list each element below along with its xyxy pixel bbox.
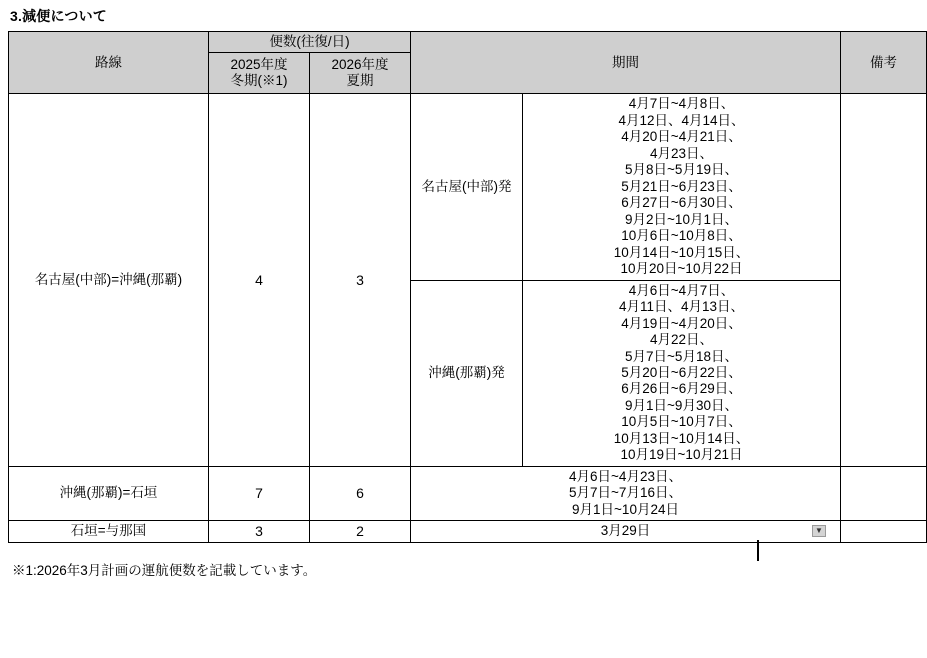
table-row (9, 521, 927, 543)
date-line: 5月21日~6月23日、 (621, 178, 742, 194)
text-caret (757, 540, 759, 561)
date-line: 10月14日~10月15日、 (613, 244, 750, 260)
row-flights-2025-nagoya-okinawa: 4 (209, 94, 310, 466)
header-flights-2026 (310, 53, 411, 94)
row-route-ishigaki-yonaguni: 石垣=与那国 (9, 521, 209, 543)
date-line: 10月19日~10月21日 (620, 447, 743, 463)
period-dates-okinawa-ishigaki (411, 466, 841, 520)
row-flights-2025-okinawa-ishigaki: 7 (209, 466, 310, 520)
date-line: 10月5日~10月7日、 (621, 414, 742, 430)
row-route-okinawa-ishigaki: 沖縄(那覇)=石垣 (9, 466, 209, 520)
chevron-down-icon[interactable]: ▼ (812, 525, 826, 537)
period-dates-ishigaki-yonaguni (411, 521, 841, 543)
reduction-schedule-table (8, 31, 927, 543)
direction-label-okinawa-departure: 沖縄(那覇)発 (411, 280, 523, 466)
header-flights-2026-line2: 夏期 (346, 73, 374, 89)
date-line: 4月23日、 (649, 145, 714, 161)
date-line: 4月7日~4月8日、 (628, 96, 735, 112)
date-line: 3月29日 (600, 523, 651, 539)
header-flights-2025-line1: 2025年度 (230, 57, 288, 72)
footnote: ※1:2026年3月計画の運航便数を記載しています。 (12, 563, 317, 579)
date-line: 5月8日~5月19日、 (625, 162, 738, 178)
section-title: 3.減便について (10, 8, 107, 24)
date-line: 10月13日~10月14日、 (613, 430, 750, 446)
header-route: 路線 (9, 32, 209, 94)
header-flights-2025-line2: 冬期(※1) (230, 73, 288, 89)
date-line: 4月6日~4月23日、 (569, 468, 682, 484)
date-line: 9月2日~10月1日、 (625, 211, 738, 227)
date-line: 9月1日~10月24日 (572, 501, 679, 517)
row-note-nagoya-okinawa (841, 94, 927, 466)
period-dates-okinawa-departure (523, 280, 841, 466)
header-flights-2026-line1: 2026年度 (331, 57, 389, 72)
table-row (9, 94, 927, 280)
row-flights-2026-nagoya-okinawa: 3 (310, 94, 411, 466)
date-line: 5月7日~7月16日、 (569, 485, 682, 501)
date-line: 6月27日~6月30日、 (621, 195, 742, 211)
date-line: 6月26日~6月29日、 (621, 381, 742, 397)
date-line: 4月12日、4月14日、 (618, 112, 745, 128)
date-line: 4月20日~4月21日、 (621, 129, 742, 145)
table-row (9, 466, 927, 520)
period-dates-nagoya-departure (523, 94, 841, 280)
table-header-row-1 (9, 32, 927, 53)
header-period: 期間 (411, 32, 841, 94)
date-line: 4月11日、4月13日、 (618, 299, 745, 315)
row-note-ishigaki-yonaguni (841, 521, 927, 543)
date-line: 10月6日~10月8日、 (621, 228, 742, 244)
date-line: 4月6日~4月7日、 (628, 282, 735, 298)
date-line: 10月20日~10月22日 (620, 261, 743, 277)
date-line: 4月22日、 (649, 332, 714, 348)
date-line: 5月20日~6月22日、 (621, 364, 742, 380)
header-flights-2025 (209, 53, 310, 94)
row-flights-2026-ishigaki-yonaguni: 2 (310, 521, 411, 543)
direction-label-nagoya-departure: 名古屋(中部)発 (411, 94, 523, 280)
date-line: 9月1日~9月30日、 (625, 397, 738, 413)
row-flights-2025-ishigaki-yonaguni: 3 (209, 521, 310, 543)
header-flights-group: 便数(往復/日) (209, 32, 411, 53)
date-line: 5月7日~5月18日、 (625, 348, 738, 364)
date-line: 4月19日~4月20日、 (621, 315, 742, 331)
document-page (0, 6, 897, 658)
row-note-okinawa-ishigaki (841, 466, 927, 520)
row-route-nagoya-okinawa: 名古屋(中部)=沖縄(那覇) (9, 94, 209, 466)
row-flights-2026-okinawa-ishigaki: 6 (310, 466, 411, 520)
header-note: 備考 (841, 32, 927, 94)
